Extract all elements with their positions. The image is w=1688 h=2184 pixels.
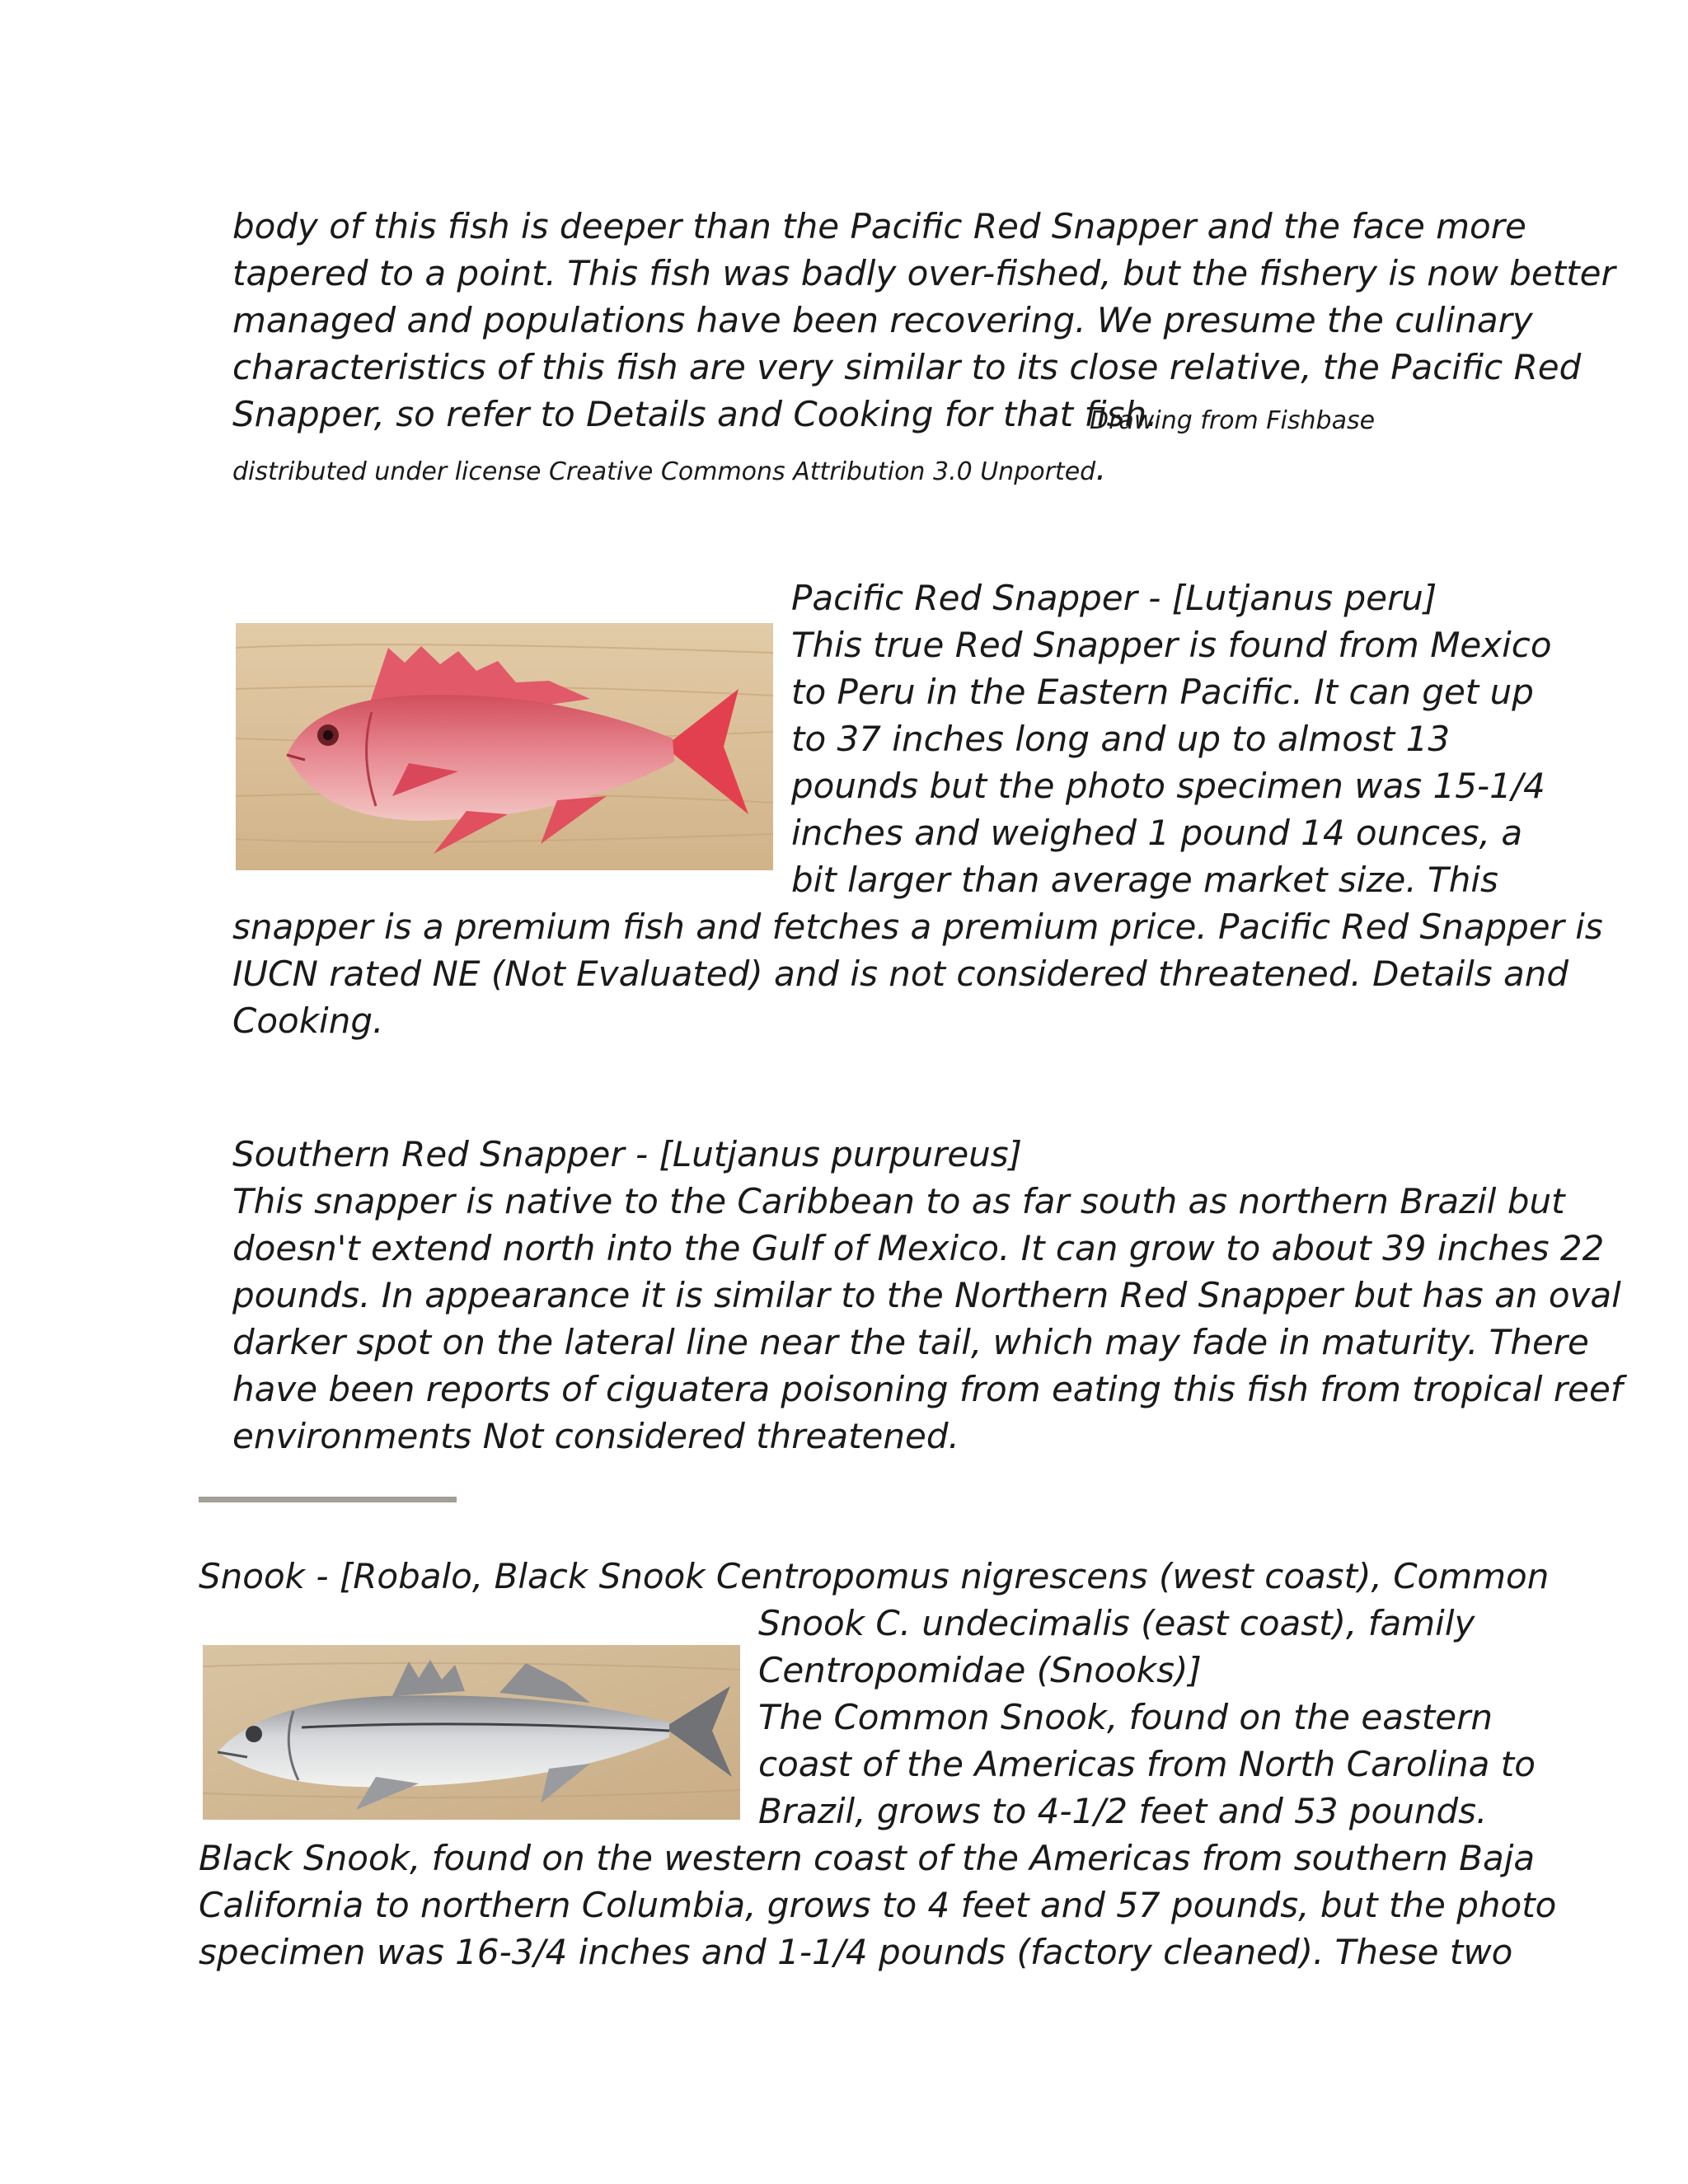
southern-line: darker spot on the lateral line near the tail, which may fade in maturity. There [232,1322,1589,1362]
pacific-line: bit larger than average market size. This [791,860,1498,900]
intro-line: characteristics of this fish are very similar to its close relative, the Pacific Red [232,347,1582,387]
southern-line: have been reports of ciguatera poisoning from eating this fish from tropical reef [232,1369,1623,1409]
snook-line: Centropomidae (Snooks)] [758,1650,1202,1690]
snook-line: California to northern Columbia, grows to 4 feet and 57 pounds, but the photo [199,1885,1557,1925]
pacific-line: IUCN rated NE (Not Evaluated) and is not considered threatened. Details and [232,954,1569,994]
southern-line: environments Not considered threatened. [232,1416,959,1456]
pacific-line: to Peru in the Eastern Pacific. It can get up [791,672,1534,712]
snook-line: Snook C. undecimalis (east coast), family [758,1603,1475,1643]
pacific-line: This true Red Snapper is found from Mexico [791,625,1552,665]
snook-image [203,1645,740,1820]
license-period: . [1095,448,1107,488]
pacific-line: Cooking. [232,1001,384,1041]
snook-line: The Common Snook, found on the eastern [758,1697,1493,1737]
southern-line: pounds. In appearance it is similar to the Northern Red Snapper but has an oval [232,1275,1621,1315]
southern-line: doesn't extend north into the Gulf of Mexico. It can grow to about 39 inches 22 [232,1228,1605,1268]
license-text: distributed under license Creative Commons Attribution 3.0 Unported [232,457,1096,486]
pacific-red-snapper-photo [236,623,773,870]
southern-line: This snapper is native to the Caribbean to as far south as northern Brazil but [232,1181,1565,1221]
snook-line: Brazil, grows to 4-1/2 feet and 53 pounds. [758,1791,1488,1831]
red-snapper-image [236,623,773,870]
pacific-line: to 37 inches long and up to almost 13 [791,719,1451,759]
intro-line: managed and populations have been recovering. We presume the culinary [232,300,1533,340]
pacific-red-snapper-title: Pacific Red Snapper - [Lutjanus peru] [791,578,1437,618]
snook-photo [203,1645,740,1820]
section-divider [199,1497,457,1502]
southern-red-snapper-title: Southern Red Snapper - [Lutjanus purpureus] [232,1134,1023,1174]
pacific-line: snapper is a premium fish and fetches a premium price. Pacific Red Snapper is [232,907,1603,947]
snook-title: Snook - [Robalo, Black Snook Centropomus nigrescens (west coast), Common [199,1556,1550,1596]
image-credit: Drawing from Fishbase [1090,406,1376,435]
intro-line: tapered to a point. This fish was badly over-fished, but the fishery is now better [232,253,1615,293]
image-credit-license [232,445,1107,495]
pacific-line: pounds but the photo specimen was 15-1/4 [791,766,1545,806]
snook-line: specimen was 16-3/4 inches and 1-1/4 pounds (factory cleaned). These two [199,1932,1513,1972]
pacific-line: inches and weighed 1 pound 14 ounces, a [791,813,1523,853]
intro-line: body of this fish is deeper than the Pacific Red Snapper and the face more [232,206,1526,246]
snook-line: Black Snook, found on the western coast of the Americas from southern Baja [199,1838,1536,1878]
intro-line: Snapper, so refer to Details and Cooking for that fish. [232,394,1158,434]
snook-line: coast of the Americas from North Carolina to [758,1744,1536,1784]
